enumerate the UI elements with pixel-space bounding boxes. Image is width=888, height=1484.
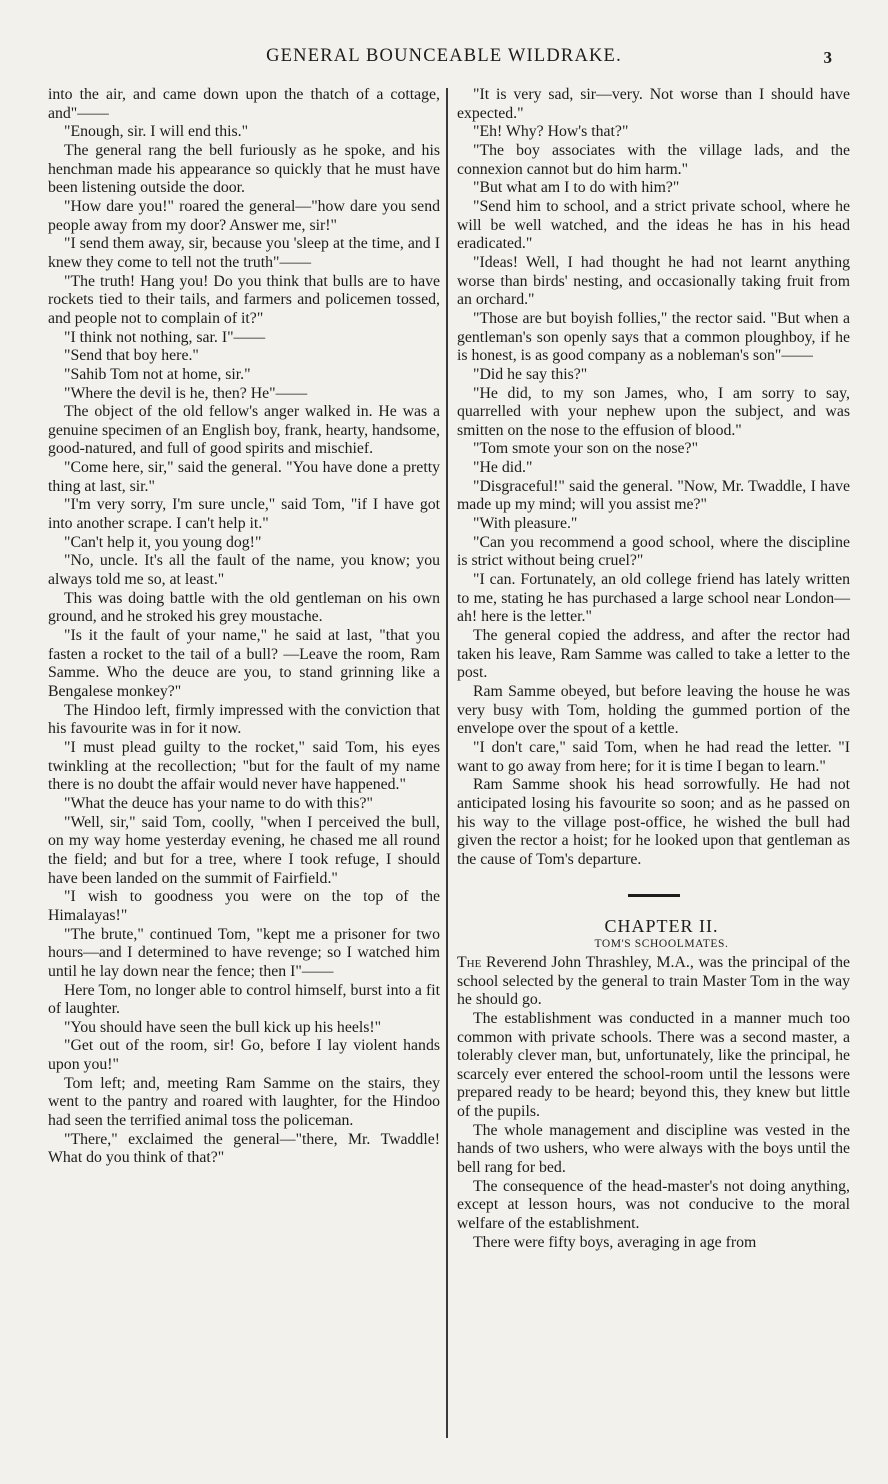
paragraph: This was doing battle with the old gentleman on his own ground, and he stroked his grey moustache. <box>48 589 440 626</box>
paragraph: "Can you recommend a good school, where the discipline is strict without being cruel?" <box>457 533 850 570</box>
paragraph: Tom left; and, meeting Ram Samme on the stairs, they went to the pantry and roared with laughter, for the Hindoo had seen the terrified animal toss the policeman. <box>48 1074 440 1130</box>
chapter-title: CHAPTER II. <box>604 915 719 936</box>
paragraph: "Where the devil is he, then? He"—— <box>64 384 308 402</box>
paragraph: "I send them away, sir, because you 'sleep at the time, and I knew they come to tell not the truth"—— <box>48 235 440 271</box>
paragraph: The whole management and discipline was vested in the hands of two ushers, who were always with the boys until the bell rang for bed. <box>457 1121 850 1177</box>
paragraph: into the air, and came down upon the thatch of a cottage, and"—— <box>48 86 440 122</box>
paragraph: "He did." <box>473 459 533 477</box>
paragraph: "You should have seen the bull kick up his heels!" <box>64 1018 382 1036</box>
paragraph: There were fifty boys, averaging in age from <box>473 1233 757 1251</box>
paragraph: "Ideas! Well, I had thought he had not learnt anything worse than birds' nesting, and occasionally taking fruit from an orchard." <box>457 253 850 309</box>
running-title: GENERAL BOUNCEABLE WILDRAKE. <box>266 46 622 66</box>
paragraph: The Hindoo left, firmly impressed with the conviction that his favourite was in for it now. <box>48 701 440 738</box>
paragraph: "Send that boy here." <box>64 347 199 365</box>
paragraph: "Did he say this?" <box>473 365 588 383</box>
paragraph: The object of the old fellow's anger walked in. He was a genuine specimen of an English boy, frank, hearty, handsome, good-natured, and full of good spirits and mischief. <box>48 403 440 458</box>
paragraph: The consequence of the head-master's not doing anything, except at lesson hours, was not conducive to the moral welfare of the establishment. <box>457 1177 850 1233</box>
paragraph: "I can. Fortunately, an old college friend has lately written to me, stating he has purchased a large school near London—ah! here is the letter." <box>457 571 850 626</box>
paragraph: "Is it the fault of your name," he said at last, "that you fasten a rocket to the tail of a bull? —Leave the room, Ram Samme. Who the deuce are you, to stand grinning like a Bengalese monkey?" <box>48 627 440 700</box>
paragraph: "Eh! Why? How's that?" <box>473 123 629 141</box>
paragraph: "I must plead guilty to the rocket," said Tom, his eyes twinkling at the recollection; "but for the fault of my name there is no doubt the affair would never have happened." <box>48 738 440 794</box>
left-column <box>48 86 440 1168</box>
paragraph: The establishment was conducted in a manner much too common with private schools. There was a second master, a tolerably clever man, but, unfortunately, like the principal, he scarcely ever entered the school-room until the lessons were prepared ready to be heard; beyond this, they knew but little of the pupils. <box>457 1009 850 1121</box>
paragraph: "Well, sir," said Tom, coolly, "when I perceived the bull, on my way home yesterday evening, he chased me all round the field; and but for a tree, where I took refuge, I should have been landed on the summit of Fairfield." <box>48 813 440 887</box>
right-column <box>457 86 850 1252</box>
paragraph: Ram Samme shook his head sorrowfully. He had not anticipated losing his favourite so soon; and as he passed on his way to the village post-office, he wished the bull had given the rector a hoist; for he looked upon that gentleman as the cause of Tom's departure. <box>457 776 850 868</box>
page-number: 3 <box>823 48 832 67</box>
column-divider <box>446 88 448 1438</box>
section-rule <box>628 894 680 897</box>
paragraph: "Tom smote your son on the nose?" <box>473 440 699 458</box>
paragraph: "I don't care," said Tom, when he had read the letter. "I want to go away from here; for it is time I began to learn." <box>457 738 850 775</box>
paragraph: "But what am I to do with him?" <box>473 179 680 197</box>
paragraph: "He did, to my son James, who, I am sorry to say, quarrelled with your nephew upon the subject, and was smitten on the nose to the effusion of blood." <box>457 384 850 439</box>
paragraph: "Send him to school, and a strict private school, where he will be well watched, and the ideas he has in his head eradicated." <box>457 197 850 253</box>
paragraph: Here Tom, no longer able to control himself, burst into a fit of laughter. <box>48 981 440 1018</box>
paragraph: "How dare you!" roared the general—"how dare you send people away from my door? Answer me, sir!" <box>48 197 440 234</box>
paragraph: "Get out of the room, sir! Go, before I lay violent hands upon you!" <box>48 1037 440 1074</box>
paragraph: "Can't help it, you young dog!" <box>64 533 262 551</box>
paragraph: Ram Samme obeyed, but before leaving the house he was very busy with Tom, holding the gummed portion of the envelope over the spout of a kettle. <box>457 683 850 738</box>
paragraph: "Those are but boyish follies," the rector said. "But when a gentleman's son openly says that a common ploughboy, if he is honest, is as good company as a nobleman's son"—— <box>457 309 850 365</box>
paragraph: "There," exclaimed the general—"there, Mr. Twaddle! What do you think of that?" <box>48 1130 440 1167</box>
paragraph: "I think not nothing, sar. I"—— <box>64 328 266 346</box>
paragraph: "Come here, sir," said the general. "You have done a pretty thing at last, sir." <box>48 459 440 495</box>
chapter-subtitle: TOM'S SCHOOLMATES. <box>594 938 729 951</box>
paragraph: "It is very sad, sir—very. Not worse than I should have expected." <box>457 86 850 122</box>
paragraph: "The truth! Hang you! Do you think that bulls are to have rockets tied to their tails, and farmers and policemen tossed, and people not to complain of it?" <box>48 272 440 327</box>
paragraph: "I'm very sorry, I'm sure uncle," said Tom, "if I have got into another scrape. I can't help it." <box>48 496 440 533</box>
paragraph: "With pleasure." <box>473 515 578 533</box>
paragraph: "The brute," continued Tom, "kept me a prisoner for two hours—and I determined to have revenge; so I watched him until he lay down near the fence; then I"—— <box>48 925 440 980</box>
chapter-opening-text: Reverend John Thrashley, M.A., was the principal of the school selected by the general to train Master Tom in the way he should go. <box>457 953 850 1009</box>
paragraph: The general rang the bell furiously as he spoke, and his henchman made his appearance so quickly that he must have been listening outside the door. <box>48 141 440 197</box>
paragraph: "Sahib Tom not at home, sir." <box>64 365 251 383</box>
paragraph: "What the deuce has your name to do with this?" <box>64 794 374 812</box>
paragraph: "Enough, sir. I will end this." <box>64 123 249 141</box>
paragraph: "Disgraceful!" said the general. "Now, Mr. Twaddle, I have made up my mind; will you assist me?" <box>457 477 850 514</box>
paragraph: The general copied the address, and after the rector had taken his leave, Ram Samme was called to take a letter to the post. <box>457 627 850 682</box>
paragraph: "No, uncle. It's all the fault of the name, you know; you always told me so, at least." <box>48 552 440 589</box>
paragraph: "I wish to goodness you were on the top of the Himalayas!" <box>48 888 440 924</box>
paragraph: "The boy associates with the village lads, and the connexion cannot but do him harm." <box>457 141 850 178</box>
chapter-opening-lead: The <box>457 953 482 971</box>
chapter-opening-paragraph <box>457 954 850 1010</box>
